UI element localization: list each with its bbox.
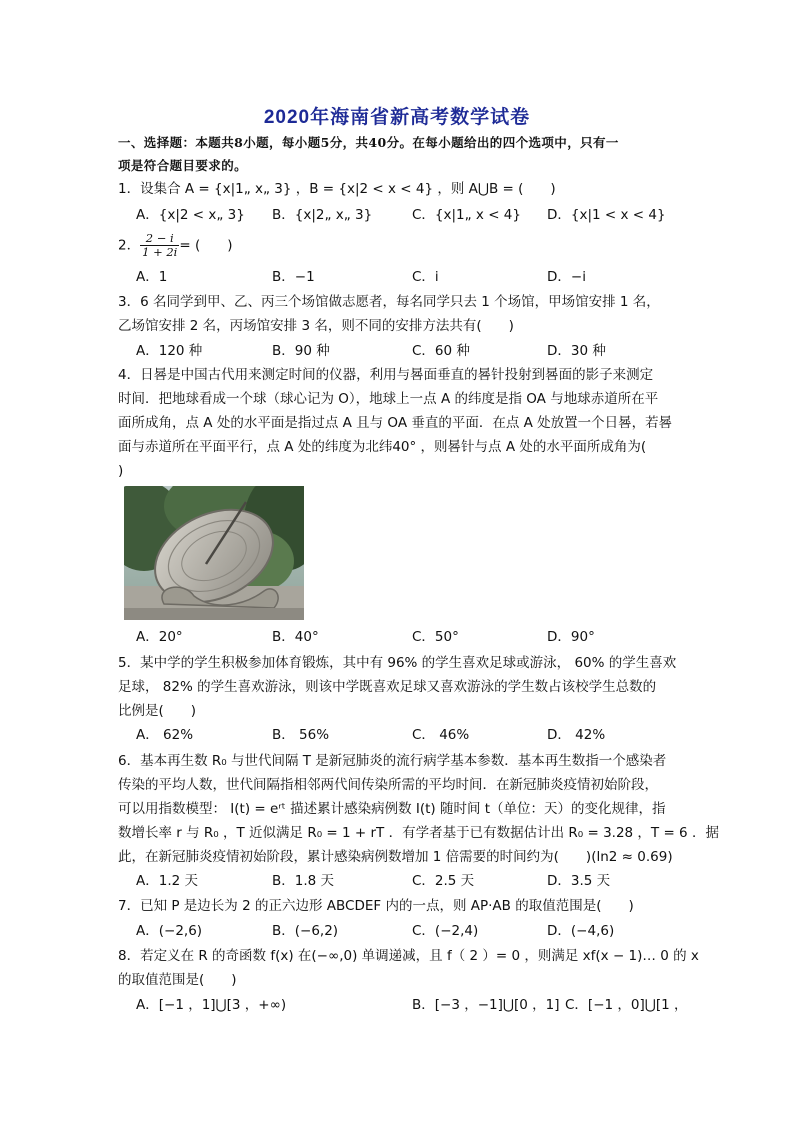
q6-line-2: 传染的平均人数，世代间隔指相邻两代间传染所需的平均时间．在新冠肺炎疫情初始阶段， bbox=[118, 777, 658, 793]
q1-option-c: C．{x|1„ x < 4} bbox=[412, 207, 521, 223]
q8-option-b: B．[−3 ，−1]⋃[0 ，1] bbox=[412, 997, 560, 1013]
q4-line-3: 面所成角，点 A 处的水平面是指过点 A 且与 OA 垂直的平面．在点 A 处放置一个日晷，若晷 bbox=[118, 415, 673, 431]
q3-line-1: 3．6 名同学到甲、乙、丙三个场馆做志愿者，每名同学只去 1 个场馆，甲场馆安排 1 名， bbox=[118, 294, 660, 310]
q3-option-b: B．90 种 bbox=[272, 343, 330, 359]
q7-option-d: D．(−4,6) bbox=[547, 923, 615, 939]
q5-line-3: 比例是( ) bbox=[118, 703, 197, 719]
q6-line-4: 数增长率 r 与 R₀ ，T 近似满足 R₀ = 1 + rT ．有学者基于已有数据估计出 R₀ = 3.28 ，T = 6 ．据 bbox=[118, 825, 719, 841]
sundial-photo bbox=[124, 486, 304, 620]
q4-option-d: D．90° bbox=[547, 629, 595, 645]
q8-option-c: C．[−1 ，0]⋃[1 ， bbox=[565, 997, 688, 1013]
q4-option-a: A．20° bbox=[136, 629, 183, 645]
q6-option-a: A．1.2 天 bbox=[136, 873, 198, 889]
q6-option-d: D．3.5 天 bbox=[547, 873, 611, 889]
q7-option-c: C．(−2,4) bbox=[412, 923, 479, 939]
q2-option-b: B．−1 bbox=[272, 269, 315, 285]
q2-option-d: D．−i bbox=[547, 269, 586, 285]
q4-line-5: ) bbox=[118, 463, 124, 479]
q5-option-b: B． 56% bbox=[272, 727, 330, 743]
q1-option-d: D．{x|1 < x < 4} bbox=[547, 207, 666, 223]
q2-frac-denominator: 1 + 2i bbox=[142, 245, 178, 259]
q6-option-c: C．2.5 天 bbox=[412, 873, 475, 889]
section-heading-line1: 一、选择题：本题共8小题，每小题5分，共40分。在每小题给出的四个选项中，只有一 bbox=[118, 135, 619, 150]
section-heading-line2: 项是符合题目要求的。 bbox=[118, 158, 248, 173]
q2-stem bbox=[118, 232, 233, 259]
q8-option-a: A．[−1 ，1]⋃[3 ，+∞) bbox=[136, 997, 287, 1013]
q5-option-a: A． 62% bbox=[136, 727, 194, 743]
q4-line-4: 面与赤道所在平面平行，点 A 处的纬度为北纬40° ，则晷针与点 A 处的水平面所成角为( bbox=[118, 439, 647, 455]
q5-line-1: 5．某中学的学生积极参加体育锻炼，其中有 96% 的学生喜欢足球或游泳， 60% 的学生喜欢 bbox=[118, 655, 677, 671]
q3-option-a: A．120 种 bbox=[136, 343, 203, 359]
sundial-illustration bbox=[124, 486, 304, 620]
q5-option-c: C． 46% bbox=[412, 727, 470, 743]
q4-line-2: 时间．把地球看成一个球（球心记为 O），地球上一点 A 的纬度是指 OA 与地球赤道所在平 bbox=[118, 391, 659, 407]
q7-stem: 7．已知 P 是边长为 2 的正六边形 ABCDEF 内的一点，则 AP·AB 的取值范围是( ) bbox=[118, 898, 634, 914]
q1-option-a: A．{x|2 < x„ 3} bbox=[136, 207, 245, 223]
q5-line-2: 足球， 82% 的学生喜欢游泳，则该中学既喜欢足球又喜欢游泳的学生数占该校学生总数的 bbox=[118, 679, 657, 695]
q3-option-c: C．60 种 bbox=[412, 343, 470, 359]
q3-line-2: 乙场馆安排 2 名，丙场馆安排 3 名，则不同的安排方法共有( ) bbox=[118, 318, 514, 334]
q7-option-b: B．(−6,2) bbox=[272, 923, 339, 939]
q2-tail: = ( ) bbox=[179, 237, 233, 254]
q8-line-2: 的取值范围是( ) bbox=[118, 972, 237, 988]
q4-option-b: B．40° bbox=[272, 629, 319, 645]
q2-option-a: A．1 bbox=[136, 269, 168, 285]
q4-line-1: 4．日晷是中国古代用来测定时间的仪器，利用与晷面垂直的晷针投射到晷面的影子来测定 bbox=[118, 367, 654, 383]
q1-option-b: B．{x|2„ x„ 3} bbox=[272, 207, 373, 223]
q7-option-a: A．(−2,6) bbox=[136, 923, 203, 939]
q2-frac-numerator: 2 − i bbox=[140, 232, 179, 246]
q6-line-3: 可以用指数模型： I(t) = eʳᵗ 描述累计感染病例数 I(t) 随时间 t（单位：天）的变化规律，指 bbox=[118, 801, 666, 817]
exam-title: 2020年海南省新高考数学试卷 bbox=[263, 107, 531, 128]
q1-stem: 1．设集合 A = {x|1„ x„ 3} ，B = {x|2 < x < 4} ，则 A⋃B = ( ) bbox=[118, 181, 556, 197]
q6-line-1: 6．基本再生数 R₀ 与世代间隔 T 是新冠肺炎的流行病学基本参数．基本再生数指一个感染者 bbox=[118, 753, 667, 769]
q6-option-b: B．1.8 天 bbox=[272, 873, 335, 889]
q5-option-d: D． 42% bbox=[547, 727, 606, 743]
q6-line-5: 此，在新冠肺炎疫情初始阶段，累计感染病例数增加 1 倍需要的时间约为( )(ln2 ≈ 0.69) bbox=[118, 849, 673, 865]
q2-number: 2． bbox=[118, 237, 141, 254]
q4-option-c: C．50° bbox=[412, 629, 459, 645]
q2-fraction bbox=[140, 232, 179, 259]
q3-option-d: D．30 种 bbox=[547, 343, 606, 359]
q8-line-1: 8．若定义在 R 的奇函数 f(x) 在(−∞,0) 单调递减，且 f（ 2 ）= 0 ，则满足 xf(x − 1)… 0 的 x bbox=[118, 948, 699, 964]
q2-option-c: C．i bbox=[412, 269, 439, 285]
